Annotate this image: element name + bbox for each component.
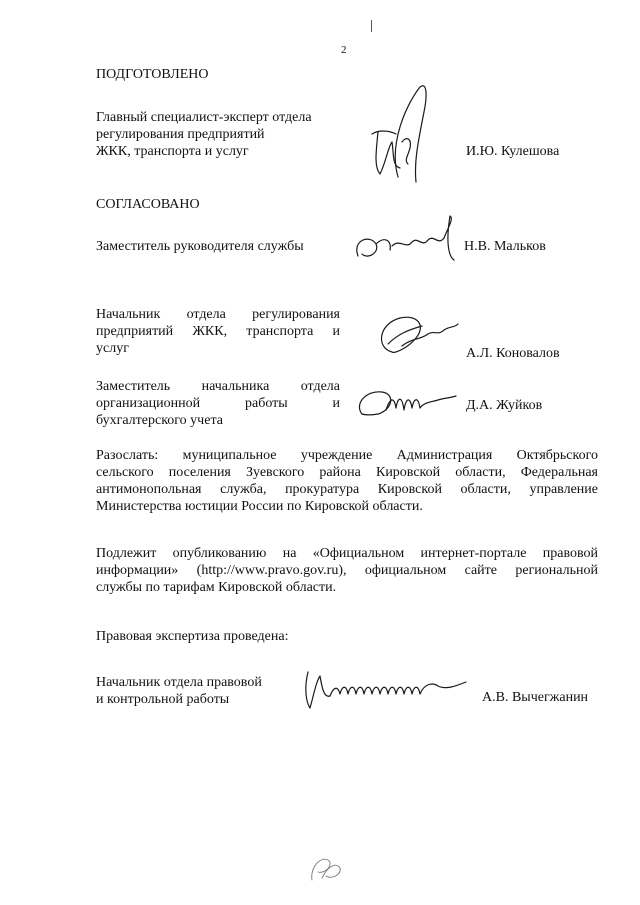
agreed-entry-position — [96, 238, 340, 255]
position-line: предприятий ЖКК, транспорта и — [96, 324, 340, 339]
legal-review-statement: Правовая экспертиза проведена: — [96, 629, 289, 644]
signature-kuleshova — [358, 82, 438, 192]
agreed-name: А.Л. Коновалов — [466, 346, 560, 361]
agreed-name: Д.А. Жуйков — [466, 398, 543, 413]
agreed-entry-position — [96, 378, 340, 429]
agreed-entry-position — [96, 306, 340, 357]
signature-vychegzhanin — [296, 664, 476, 714]
paragraph-line: информации» (http://www.pravo.gov.ru), официальном сайте региональной — [96, 563, 598, 578]
position-line: и контрольной работы — [96, 692, 230, 707]
signature-malkov — [350, 210, 460, 270]
position-line: Начальник отдела регулирования — [96, 307, 340, 322]
paragraph-line: службы по тарифам Кировской области. — [96, 580, 337, 595]
prepared-heading: ПОДГОТОВЛЕНО — [96, 67, 209, 82]
scan-mark — [371, 20, 372, 32]
paragraph-line: Разослать: муниципальное учреждение Администрация Октябрьского — [96, 448, 598, 463]
page-number: 2 — [341, 44, 347, 56]
prepared-name: И.Ю. Кулешова — [466, 144, 560, 159]
position-line: бухгалтерского учета — [96, 413, 223, 428]
publication-paragraph — [96, 545, 598, 596]
agreed-name: Н.В. Мальков — [464, 239, 546, 254]
signature-zhuikov — [352, 384, 462, 424]
position-line: регулирования предприятий — [96, 127, 265, 142]
paragraph-line: Подлежит опубликованию на «Официальном интернет-портале правовой — [96, 546, 598, 561]
agreed-heading: СОГЛАСОВАНО — [96, 197, 200, 212]
position-line: услуг — [96, 341, 129, 356]
paragraph-line: антимонопольная служба, прокуратура Кировской области, управление — [96, 482, 598, 497]
position-line: организационной работы и — [96, 396, 340, 411]
paragraph-line: Министерства юстиции России по Кировской области. — [96, 499, 423, 514]
position-line: ЖКК, транспорта и услуг — [96, 144, 249, 159]
position-line: Главный специалист-эксперт отдела — [96, 110, 312, 125]
paragraph-line: сельского поселения Зуевского района Кировской области, Федеральная — [96, 465, 598, 480]
legal-review-name: А.В. Вычегжанин — [482, 690, 589, 705]
initials-mark — [306, 852, 346, 886]
position-line: Заместитель начальника отдела — [96, 379, 340, 394]
position-line: Заместитель руководителя службы — [96, 239, 304, 254]
prepared-position — [96, 109, 340, 160]
distribution-paragraph — [96, 447, 598, 515]
position-line: Начальник отдела правовой — [96, 675, 262, 690]
signature-konovalov — [372, 304, 462, 364]
